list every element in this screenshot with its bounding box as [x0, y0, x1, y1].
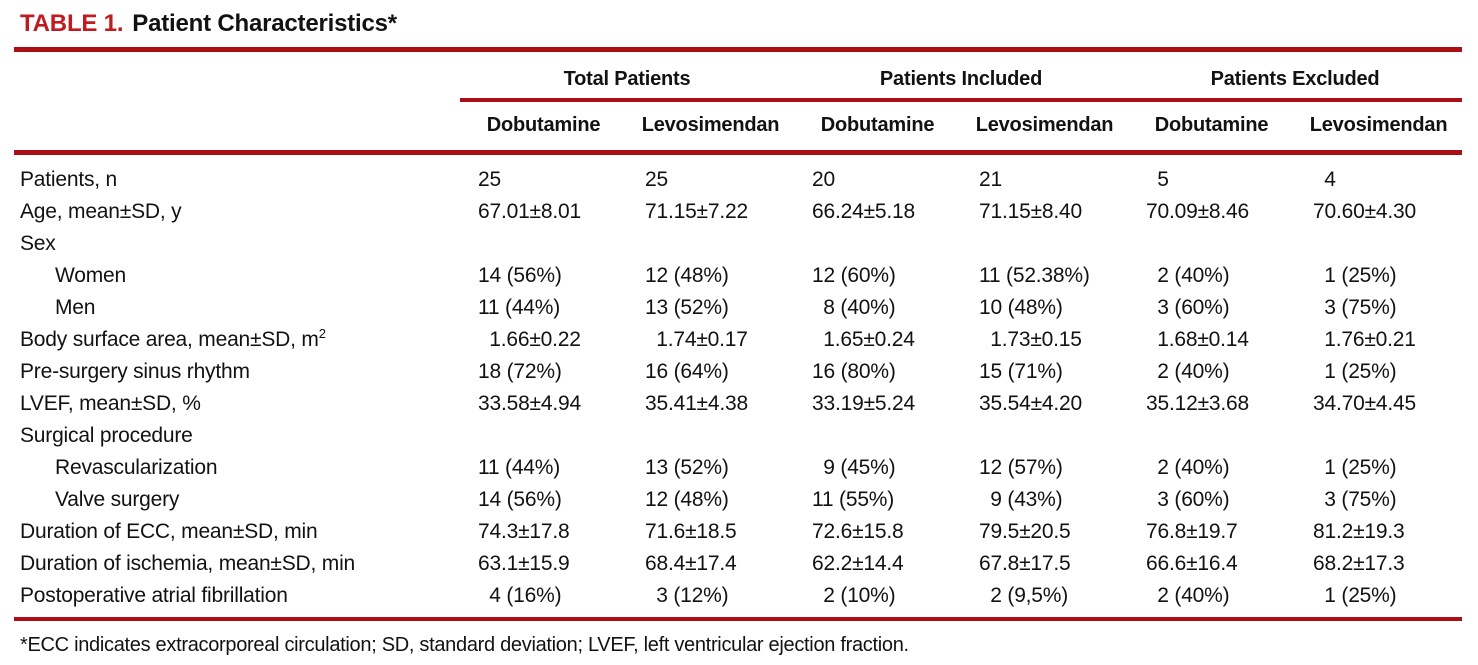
- cell-value: 2 (40%): [1146, 360, 1230, 383]
- cell-value: 9 (43%): [979, 488, 1063, 511]
- cell-value: 66.24±5.18: [812, 200, 915, 223]
- cell-value: [1128, 420, 1295, 452]
- cell-value: 67.8±17.5: [979, 552, 1071, 575]
- cell-value: [627, 228, 794, 260]
- row-label: Sex: [20, 232, 56, 255]
- cell-value: [961, 228, 1128, 260]
- table-row: [14, 292, 1462, 324]
- cell-value: 71.15±7.22: [645, 200, 748, 223]
- table-row: [14, 228, 1462, 260]
- cell-value: 1.68±0.14: [1146, 328, 1249, 351]
- cell-value: 79.5±20.5: [979, 520, 1071, 543]
- table-row: [14, 260, 1462, 292]
- table-row: [14, 196, 1462, 228]
- cell-value: 3 (12%): [627, 580, 794, 619]
- cell-value: 62.2±14.4: [812, 552, 904, 575]
- table-row: [14, 324, 1462, 356]
- cell-value: 11 (44%): [478, 296, 561, 319]
- cell-value: [1128, 228, 1295, 260]
- cell-value: 71.15±8.40: [979, 200, 1082, 223]
- cell-value: [1295, 228, 1462, 260]
- cell-value: 35.12±3.68: [1146, 392, 1249, 415]
- cell-value: 9 (45%): [812, 456, 896, 479]
- row-label: Body surface area, mean±SD, $m^2$: [20, 326, 326, 351]
- cell-value: 15 (71%): [979, 360, 1063, 383]
- table-header: [14, 52, 1462, 153]
- cell-value: 2 (10%): [794, 580, 961, 619]
- table-row: [14, 484, 1462, 516]
- column-header-levosimendan-excluded: Levosimendan: [1295, 100, 1462, 153]
- column-group-total-patients: Total Patients: [460, 52, 794, 100]
- cell-value: 2 (40%): [1146, 456, 1230, 479]
- cell-value: 4 (16%): [460, 580, 627, 619]
- cell-value: [460, 420, 627, 452]
- column-header-dobutamine-excluded: Dobutamine: [1128, 100, 1295, 153]
- cell-value: 67.01±8.01: [478, 200, 581, 223]
- cell-value: 63.1±15.9: [478, 552, 570, 575]
- cell-value: 1.76±0.21: [1313, 328, 1416, 351]
- table-row: [14, 548, 1462, 580]
- cell-value: 1.65±0.24: [812, 328, 915, 351]
- cell-value: 12 (57%): [979, 456, 1063, 479]
- cell-value: [627, 420, 794, 452]
- table-row: [14, 516, 1462, 548]
- cell-value: 33.19±5.24: [812, 392, 915, 415]
- cell-value: 3 (75%): [1313, 488, 1397, 511]
- column-group-patients-included: Patients Included: [794, 52, 1128, 100]
- cell-value: 2 (9,5%): [961, 580, 1128, 619]
- cell-value: 12 (48%): [645, 264, 729, 287]
- cell-value: 70.60±4.30: [1313, 200, 1416, 223]
- cell-value: [794, 420, 961, 452]
- cell-value: 66.6±16.4: [1146, 552, 1238, 575]
- table-title: [14, 10, 1462, 38]
- column-header-row: [14, 100, 1462, 153]
- cell-value: 3 (60%): [1146, 296, 1230, 319]
- cell-value: 1 (25%): [1313, 456, 1397, 479]
- cell-value: 16 (80%): [812, 360, 896, 383]
- cell-value: 35.41±4.38: [645, 392, 748, 415]
- cell-value: 25: [645, 168, 668, 191]
- cell-value: 12 (60%): [812, 264, 896, 287]
- cell-value: 3 (60%): [1146, 488, 1230, 511]
- column-group-header-row: [14, 52, 1462, 100]
- cell-value: [794, 228, 961, 260]
- table-row: [14, 580, 1462, 619]
- cell-value: 21: [979, 168, 1002, 191]
- cell-value: 1 (25%): [1313, 360, 1397, 383]
- cell-value: 8 (40%): [812, 296, 896, 319]
- cell-value: 20: [812, 168, 835, 191]
- row-label: Men: [55, 296, 96, 319]
- row-label: Revascularization: [55, 456, 218, 479]
- table-row: [14, 356, 1462, 388]
- row-label: Postoperative atrial fibrillation: [14, 580, 460, 619]
- cell-value: 70.09±8.46: [1146, 200, 1249, 223]
- cell-value: 14 (56%): [478, 488, 562, 511]
- cell-value: 68.4±17.4: [645, 552, 737, 575]
- cell-value: 13 (52%): [645, 456, 729, 479]
- row-label: Duration of ischemia, mean±SD, min: [20, 552, 356, 575]
- cell-value: [961, 420, 1128, 452]
- column-header-dobutamine-total: Dobutamine: [460, 100, 627, 153]
- cell-value: 11 (44%): [478, 456, 561, 479]
- cell-value: 5: [1146, 168, 1169, 191]
- table-row: [14, 153, 1462, 197]
- cell-value: 1 (25%): [1313, 264, 1397, 287]
- cell-value: 13 (52%): [645, 296, 729, 319]
- row-label: Surgical procedure: [20, 424, 193, 447]
- cell-value: 12 (48%): [645, 488, 729, 511]
- patient-characteristics-table: [14, 52, 1462, 621]
- cell-value: 16 (64%): [645, 360, 729, 383]
- footnote: *ECC indicates extracorporeal circulation; SD, standard deviation; LVEF, left ventricular ejection fraction.: [20, 634, 909, 656]
- column-header-dobutamine-included: Dobutamine: [794, 100, 961, 153]
- table-body: [14, 153, 1462, 620]
- cell-value: 3 (75%): [1313, 296, 1397, 319]
- table-row: [14, 452, 1462, 484]
- cell-value: 25: [478, 168, 501, 191]
- cell-value: 1.74±0.17: [645, 328, 748, 351]
- cell-value: 11 (55%): [812, 488, 895, 511]
- cell-value: 18 (72%): [478, 360, 562, 383]
- table-row: [14, 388, 1462, 420]
- table-caption: Patient Characteristics*: [132, 10, 397, 37]
- cell-value: 72.6±15.8: [812, 520, 904, 543]
- cell-value: [1295, 420, 1462, 452]
- cell-value: 1.66±0.22: [478, 328, 581, 351]
- cell-value: 2 (40%): [1128, 580, 1295, 619]
- column-header-levosimendan-included: Levosimendan: [961, 100, 1128, 153]
- cell-value: 10 (48%): [979, 296, 1063, 319]
- cell-value: 71.6±18.5: [645, 520, 737, 543]
- row-label: Age, mean±SD, y: [20, 200, 182, 223]
- column-header-levosimendan-total: Levosimendan: [627, 100, 794, 153]
- cell-value: 35.54±4.20: [979, 392, 1082, 415]
- cell-value: 81.2±19.3: [1313, 520, 1405, 543]
- cell-value: 74.3±17.8: [478, 520, 570, 543]
- cell-value: 1.73±0.15: [979, 328, 1082, 351]
- row-label: Patients, n: [20, 168, 118, 191]
- cell-value: 76.8±19.7: [1146, 520, 1238, 543]
- cell-value: 4: [1313, 168, 1336, 191]
- cell-value: 68.2±17.3: [1313, 552, 1405, 575]
- cell-value: 33.58±4.94: [478, 392, 581, 415]
- table-number: TABLE 1.: [20, 10, 124, 37]
- superscript: 2: [318, 326, 326, 341]
- header-stub: [14, 52, 460, 100]
- cell-value: 2 (40%): [1146, 264, 1230, 287]
- table-row: [14, 420, 1462, 452]
- row-label: Pre-surgery sinus rhythm: [20, 360, 250, 383]
- header-stub: [14, 100, 460, 153]
- column-group-patients-excluded: Patients Excluded: [1128, 52, 1462, 100]
- cell-value: 1 (25%): [1295, 580, 1462, 619]
- cell-value: 34.70±4.45: [1313, 392, 1416, 415]
- row-label: Valve surgery: [55, 488, 180, 511]
- cell-value: [460, 228, 627, 260]
- row-label: Women: [55, 264, 126, 287]
- cell-value: 11 (52.38%): [979, 264, 1090, 287]
- row-label: LVEF, mean±SD, %: [20, 392, 201, 415]
- cell-value: 14 (56%): [478, 264, 562, 287]
- row-label: Duration of ECC, mean±SD, min: [20, 520, 318, 543]
